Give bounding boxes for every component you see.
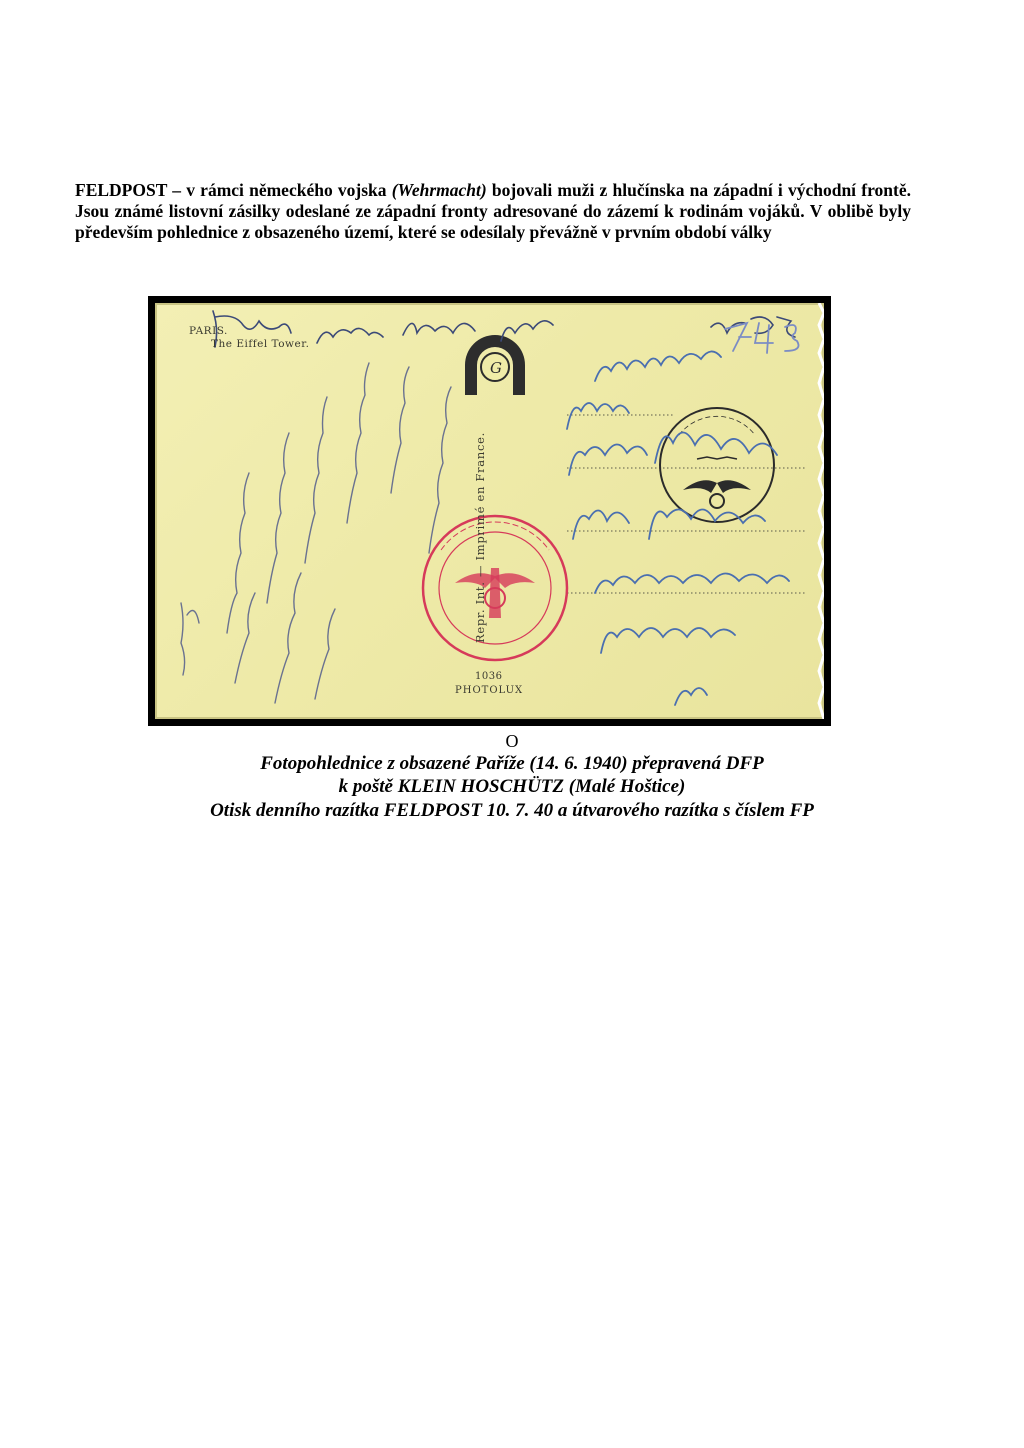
postcard-frame	[148, 296, 831, 726]
caption-line-3: Otisk denního razítka FELDPOST 10. 7. 40 a útvarového razítka s číslem FP	[210, 800, 814, 821]
intro-paragraph	[75, 180, 911, 243]
caption-line-1: Fotopohlednice z obsazené Paříže (14. 6. 1940) přepravená DFP	[260, 753, 764, 774]
unit-stamp-icon	[423, 516, 567, 660]
postcard-place-label: PARIS.	[189, 325, 228, 337]
postcard-vertical-print: Repr. Int. — Imprimé en France.	[473, 432, 487, 643]
postcard-number: 1036	[475, 671, 503, 682]
intro-text-2: bojovali muži z hlučínska na západní i východní frontě. Jsou známé listovní zásilky odeslané ze západní fronty adresované do zázemí k rodinám vojáků. V oblibě byly především pohlednice z obsazeného území, které se odesílaly převážně v prvním období války	[75, 180, 911, 242]
postcard-subject-label: The Eiffel Tower.	[211, 338, 310, 350]
postcard-image	[155, 303, 824, 719]
intro-text-italic: (Wehrmacht)	[391, 180, 487, 200]
handwriting-address	[567, 351, 789, 705]
caption-marker: O	[505, 731, 519, 751]
postcard-publisher: PHOTOLUX	[455, 685, 524, 696]
horseshoe-logo-icon	[465, 335, 525, 395]
postcard-drawing	[155, 303, 824, 719]
intro-text-1: FELDPOST – v rámci německého vojska	[75, 180, 392, 200]
handwriting-message	[181, 363, 451, 703]
svg-text:G: G	[490, 359, 502, 377]
feldpost-postmark-icon	[660, 408, 774, 522]
caption-line-2: k poště KLEIN HOSCHÜTZ (Malé Hoštice)	[338, 776, 686, 797]
